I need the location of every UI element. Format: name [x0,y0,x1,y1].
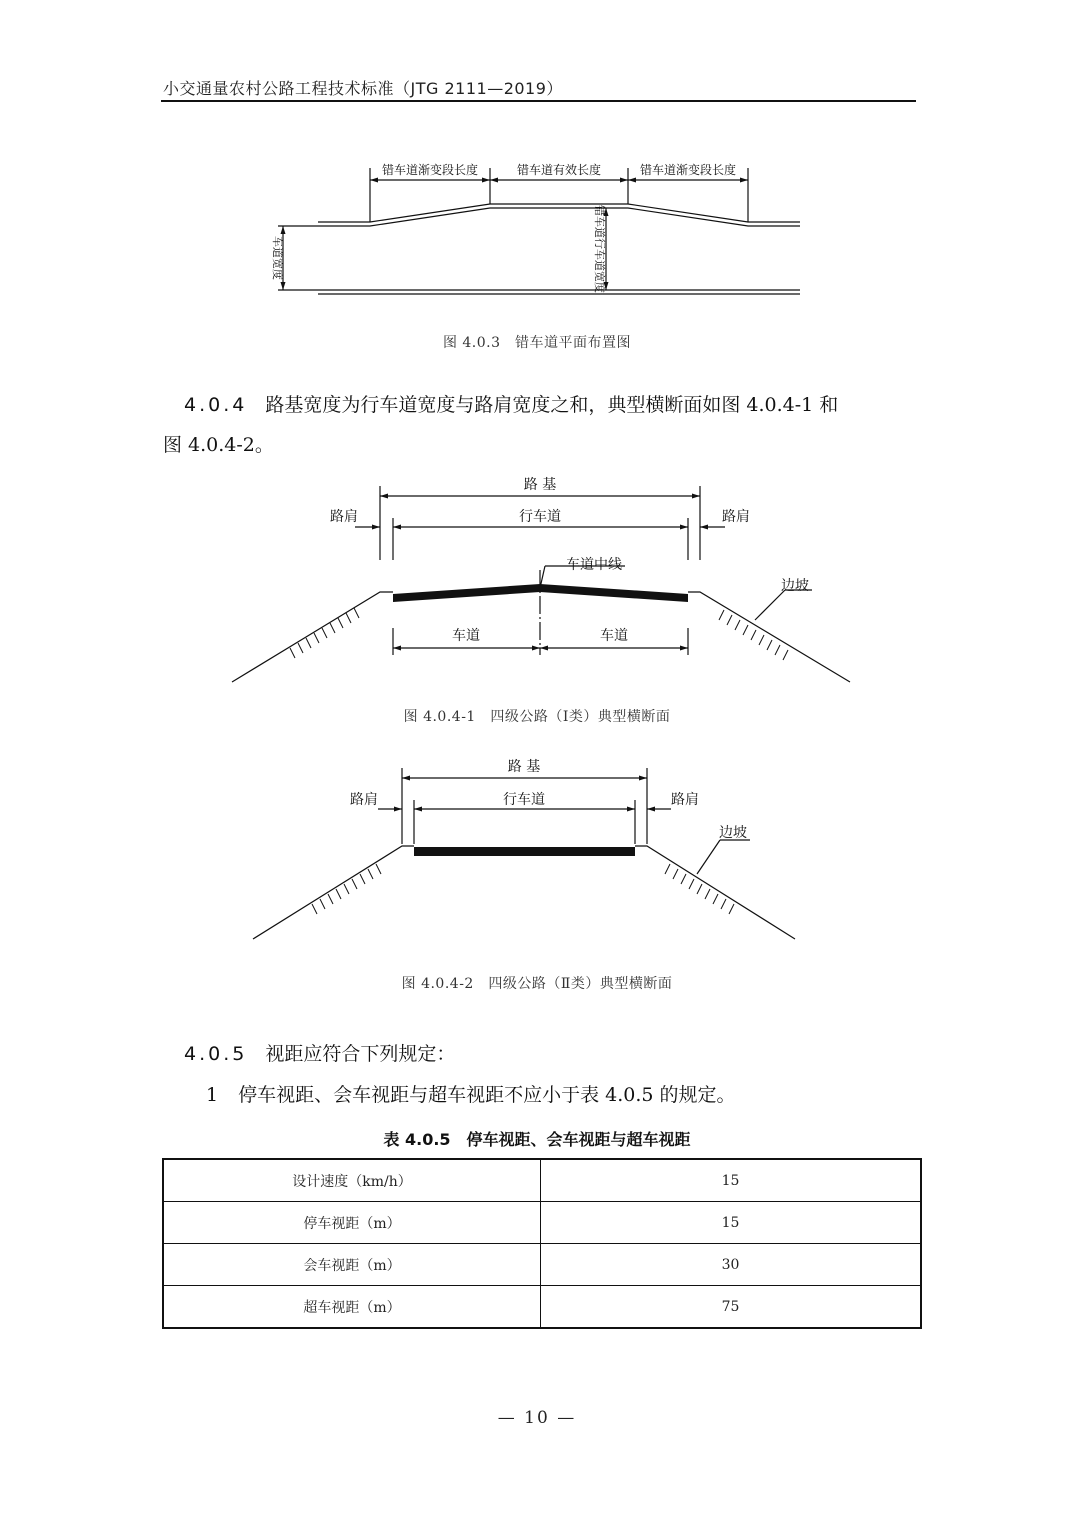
table-row [163,1159,921,1202]
section-4-0-4-text: 路基宽度为行车道宽度与路肩宽度之和，典型横断面如图 4.0.4-1 和 [265,394,839,416]
figure-4-0-4-1-caption: 图 4.0.4-1 四级公路（Ⅰ类）典型横断面 [403,709,671,725]
figure-4-0-3-caption: 图 4.0.3 错车道平面布置图 [442,335,632,351]
slope-label: 边坡 [781,578,809,594]
row-value: 15 [541,1202,922,1244]
table-row [163,1286,921,1329]
figure-passing-bay-plan [0,150,1074,310]
table-row [163,1244,921,1286]
section-4-0-5-number: 4.0.5 [184,1043,248,1065]
taper-right-label: 错车道渐变段长度 [639,163,737,177]
figure-cross-section-type-2 [0,752,1074,952]
page-number: — 10 — [497,1408,577,1428]
shoulder-left-label: 路肩 [330,509,358,525]
roadbed-label: 路 基 [507,759,541,775]
lane-left-label: 车道 [452,628,480,644]
shoulder-right-label: 路肩 [722,509,750,525]
row-label: 停车视距（m） [163,1202,541,1244]
sight-distance-table [162,1158,922,1329]
centerline-label: 车道中线 [566,557,622,573]
row-label: 超车视距（m） [163,1286,541,1329]
section-4-0-5 [184,1036,455,1072]
item-1-text: 停车视距、会车视距与超车视距不应小于表 4.0.5 的规定。 [238,1084,736,1106]
row-label: 设计速度（km/h） [163,1159,541,1202]
carriageway-label: 行车道 [519,509,561,525]
carriageway-label: 行车道 [503,792,545,808]
shoulder-left-label: 路肩 [350,792,378,808]
section-4-0-5-item-1 [206,1077,736,1113]
shoulder-right-label: 路肩 [671,792,699,808]
row-value: 30 [541,1244,922,1286]
figure-cross-section-type-1 [0,470,1074,695]
header-rule [161,100,916,102]
effective-length-label: 错车道有效长度 [516,163,602,177]
section-4-0-4-number: 4.0.4 [184,394,248,416]
figure-4-0-4-2-caption: 图 4.0.4-2 四级公路（Ⅱ类）典型横断面 [401,976,673,992]
taper-left-label: 错车道渐变段长度 [381,163,479,177]
slope-label: 边坡 [719,825,747,841]
roadbed-label: 路 基 [523,477,557,493]
table-row [163,1202,921,1244]
cross-section-type-1-drawing [0,470,1074,695]
row-value: 75 [541,1286,922,1329]
item-1-number: 1 [206,1084,219,1106]
section-4-0-4-line1 [184,387,838,423]
row-label: 会车视距（m） [163,1244,541,1286]
passing-lane-width-label: 错车道行车道宽度 [593,205,606,293]
section-4-0-5-text: 视距应符合下列规定： [265,1043,456,1065]
cross-section-type-2-drawing [0,752,1074,952]
passing-bay-plan-drawing [0,150,1074,310]
lane-width-label: 车道宽度 [271,236,284,280]
section-4-0-4-line2: 图 4.0.4-2。 [163,434,274,456]
table-4-0-5-caption: 表 4.0.5 停车视距、会车视距与超车视距 [383,1130,691,1149]
row-value: 15 [541,1159,922,1202]
running-header: 小交通量农村公路工程技术标准（JTG 2111—2019） [163,79,563,98]
lane-right-label: 车道 [600,628,628,644]
